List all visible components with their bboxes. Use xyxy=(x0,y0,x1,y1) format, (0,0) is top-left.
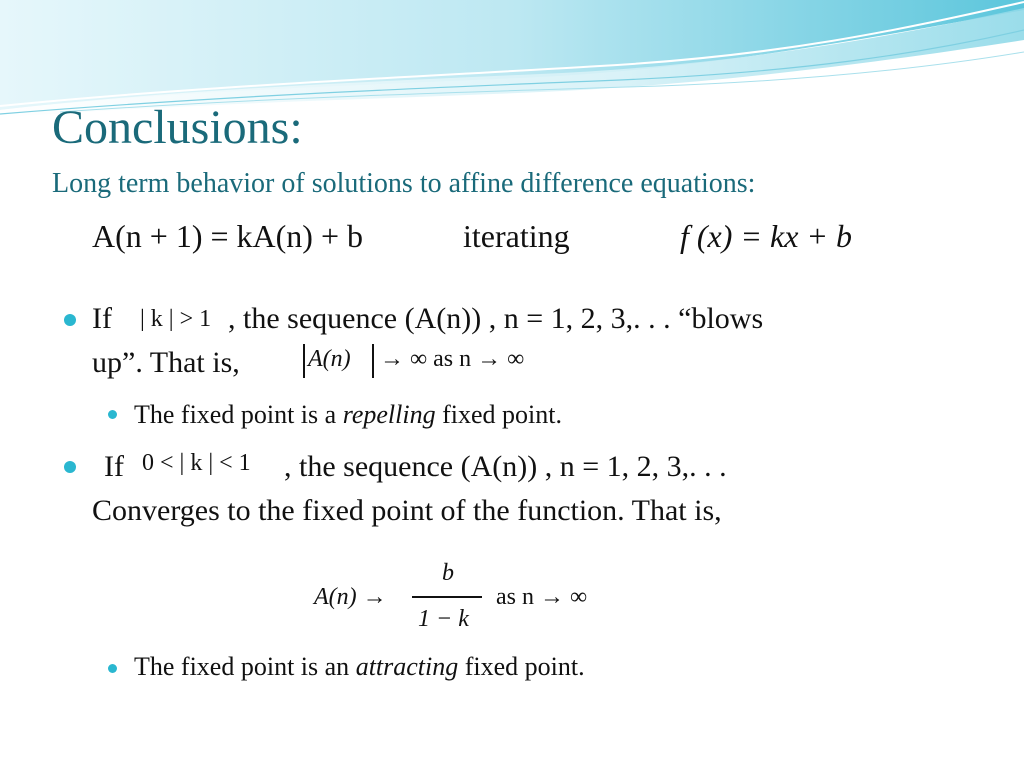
attracting-word: attracting xyxy=(355,652,459,681)
bullet1-that-is: up”. That is, xyxy=(92,346,240,379)
bullet2-limit-rhs: as n → ∞ xyxy=(496,584,588,610)
recurrence-equation: A(n + 1) = kA(n) + b xyxy=(92,218,363,254)
bullet2-converges-text: Converges to the fixed point of the function. That is, xyxy=(92,494,722,527)
fraction-bar xyxy=(412,596,482,598)
sub-bullet-dot-2 xyxy=(108,664,117,673)
bullet1-if: If xyxy=(92,302,112,335)
bullet1-sub-line: The fixed point is a repelling fixed point. xyxy=(134,400,562,429)
slide-title: Conclusions: xyxy=(52,101,303,154)
bullet2-if: If xyxy=(104,450,124,483)
bullet2-sub-line: The fixed point is an attracting fixed point. xyxy=(134,652,585,681)
bullet1-limit-abs: A(n) xyxy=(308,346,351,372)
bullet2-limit-lhs: A(n) → xyxy=(314,584,387,610)
bullet1-sequence-text: , the sequence (A(n)) , n = 1, 2, 3,. . . “blows xyxy=(228,302,764,335)
bullet2-sequence-text: , the sequence (A(n)) , n = 1, 2, 3,. . . xyxy=(284,450,727,483)
abs-bar-right xyxy=(372,344,374,378)
iterating-label: iterating xyxy=(463,218,570,254)
bullet1-condition: | k | > 1 xyxy=(140,306,212,332)
bullet1-limit-rest: → ∞ as n → ∞ xyxy=(380,346,525,372)
fraction-denominator: 1 − k xyxy=(418,606,469,632)
repelling-word: repelling xyxy=(342,400,436,429)
abs-bar-left xyxy=(303,344,305,378)
function-equation: f (x) = kx + b xyxy=(680,218,852,254)
sub-bullet-dot-1 xyxy=(108,410,117,419)
bullet2-condition: 0 < | k | < 1 xyxy=(142,450,251,476)
fraction-numerator: b xyxy=(442,560,454,586)
bullet-dot-1 xyxy=(64,314,76,326)
bullet-dot-2 xyxy=(64,461,76,473)
slide-subtitle: Long term behavior of solutions to affine difference equations: xyxy=(52,168,756,199)
